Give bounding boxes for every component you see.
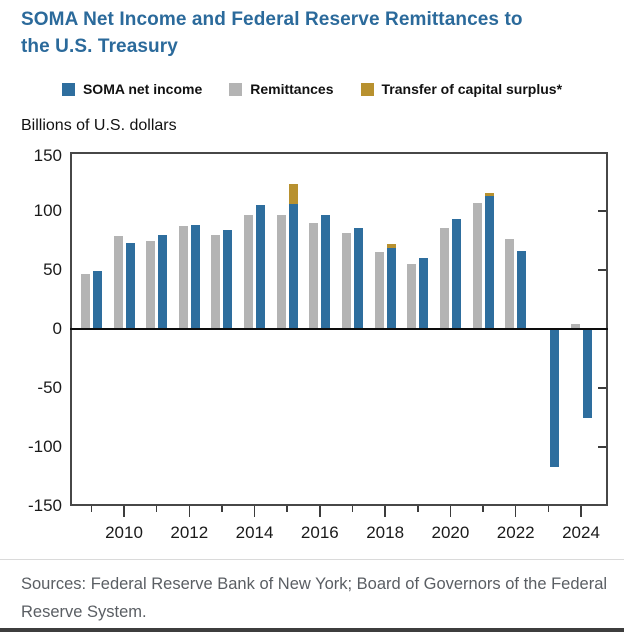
window-bottom-edge — [0, 628, 624, 632]
x-axis-major-tick — [384, 506, 386, 517]
bar-remittances-2021 — [473, 203, 482, 329]
bar-remittances-2019 — [407, 264, 416, 329]
zero-axis-line — [70, 328, 608, 331]
x-tick-label: 2020 — [431, 523, 470, 542]
x-tick-label: 2016 — [300, 523, 339, 542]
bar-soma-net-income-2011 — [158, 235, 167, 329]
y-tick-label: 0 — [52, 319, 62, 338]
bar-soma-net-income-2013 — [223, 230, 232, 329]
bar-remittances-2014 — [244, 215, 253, 329]
x-axis-minor-tick — [221, 506, 223, 512]
y-tick-label: -100 — [27, 437, 62, 456]
x-axis-minor-tick — [91, 506, 93, 512]
bar-remittances-2009 — [81, 274, 90, 329]
bar-soma-net-income-2009 — [93, 271, 102, 329]
y-tick-label: -150 — [27, 496, 62, 515]
bar-soma-net-income-2023 — [550, 329, 559, 467]
legend-label: Transfer of capital surplus* — [381, 81, 563, 97]
bar-transfer-of-capital-surplus-2015 — [289, 184, 298, 204]
bar-soma-net-income-2024 — [583, 329, 592, 418]
y-tick-label: 50 — [43, 260, 62, 279]
x-tick-label: 2024 — [562, 523, 600, 542]
x-axis-major-tick — [515, 506, 517, 517]
bar-soma-net-income-2016 — [321, 215, 330, 329]
page-title-line2: the U.S. Treasury — [21, 36, 178, 57]
y-axis-right-tick — [598, 210, 606, 212]
x-axis-major-tick — [450, 506, 452, 517]
x-axis-major-tick — [189, 506, 191, 517]
bar-soma-net-income-2014 — [256, 205, 265, 329]
bar-remittances-2011 — [146, 241, 155, 330]
y-tick-label: 100 — [33, 201, 62, 220]
bar-remittances-2016 — [309, 223, 318, 329]
y-axis-right-tick — [598, 269, 606, 271]
bar-transfer-of-capital-surplus-2021 — [485, 193, 494, 195]
x-axis-major-tick — [123, 506, 125, 517]
bar-remittances-2020 — [440, 228, 449, 329]
x-axis-minor-tick — [286, 506, 288, 512]
bar-soma-net-income-2022 — [517, 251, 526, 329]
bar-remittances-2018 — [375, 252, 384, 329]
y-tick-label: 150 — [33, 146, 62, 165]
y-axis-unit-label: Billions of U.S. dollars — [21, 117, 177, 134]
bar-remittances-2013 — [211, 235, 220, 329]
bar-soma-net-income-2019 — [419, 258, 428, 329]
y-axis-right-tick — [598, 446, 606, 448]
bar-soma-net-income-2012 — [191, 225, 200, 329]
legend-label: SOMA net income — [82, 81, 203, 97]
x-tick-label: 2018 — [366, 523, 405, 542]
x-axis-major-tick — [580, 506, 582, 517]
bar-soma-net-income-2021 — [485, 196, 494, 329]
x-axis-major-tick — [319, 506, 321, 517]
bar-remittances-2022 — [505, 239, 514, 329]
x-axis-minor-tick — [417, 506, 419, 512]
bar-remittances-2017 — [342, 233, 351, 329]
bar-transfer-of-capital-surplus-2018 — [387, 244, 396, 248]
page-title-line1: SOMA Net Income and Federal Reserve Remittances to — [21, 9, 523, 30]
bar-soma-net-income-2017 — [354, 228, 363, 329]
x-tick-label: 2022 — [496, 523, 535, 542]
x-axis-minor-tick — [548, 506, 550, 512]
x-axis-minor-tick — [482, 506, 484, 512]
y-tick-label: -50 — [37, 378, 62, 397]
footer-divider — [0, 559, 624, 560]
bar-soma-net-income-2020 — [452, 219, 461, 329]
x-tick-label: 2014 — [235, 523, 274, 542]
bar-soma-net-income-2018 — [387, 248, 396, 329]
x-axis-minor-tick — [352, 506, 354, 512]
x-tick-label: 2010 — [105, 523, 143, 542]
bar-remittances-2015 — [277, 215, 286, 329]
bar-soma-net-income-2015 — [289, 204, 298, 329]
bar-remittances-2010 — [114, 236, 123, 329]
bar-remittances-2012 — [179, 226, 188, 329]
legend-label: Remittances — [250, 81, 334, 97]
x-axis-minor-tick — [156, 506, 158, 512]
y-axis-right-tick — [598, 387, 606, 389]
x-tick-label: 2012 — [170, 523, 209, 542]
x-axis-major-tick — [254, 506, 256, 517]
sources-text: Sources: Federal Reserve Bank of New York; Board of Governors of the Federal Reserve System. — [21, 575, 608, 621]
bar-soma-net-income-2010 — [126, 243, 135, 329]
